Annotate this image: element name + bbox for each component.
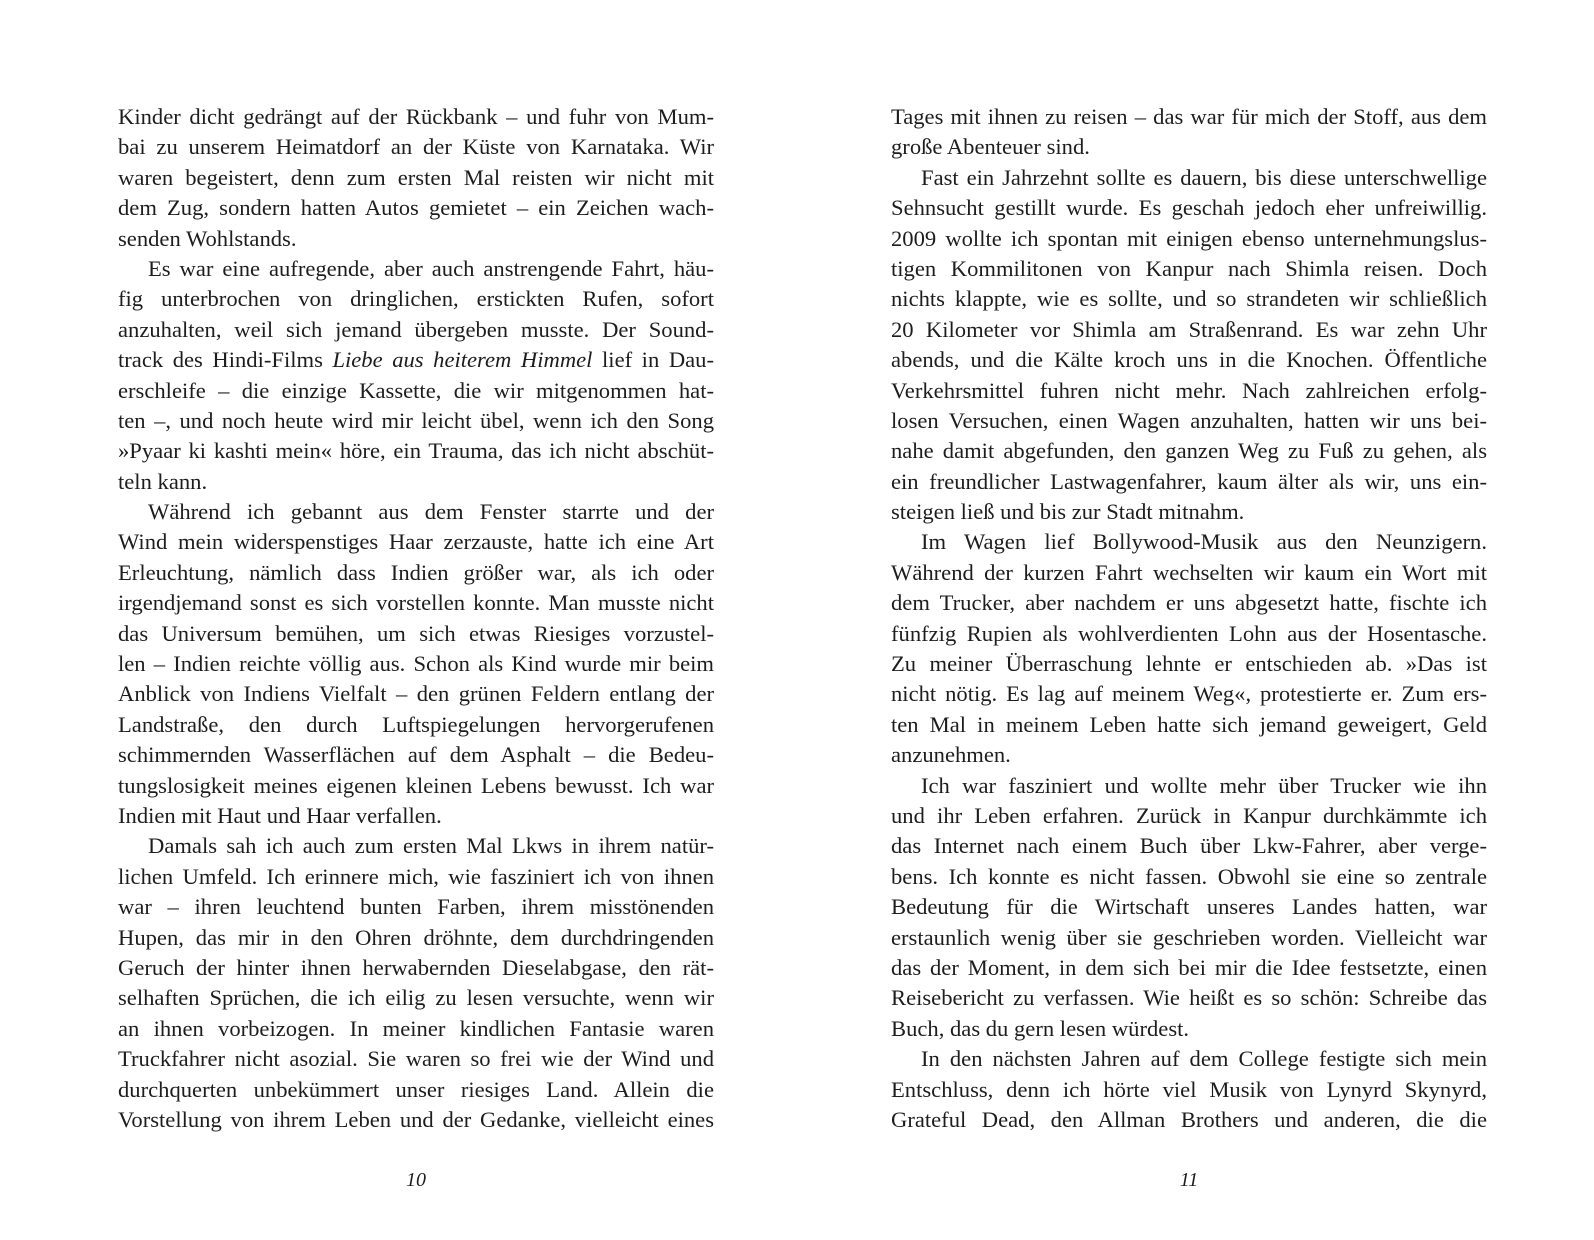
text-line: Vorstellung von ihrem Leben und der Gedanke, vielleicht eines (118, 1106, 714, 1132)
text-line: tungslosigkeit meines eigenen kleinen Lebens bewusst. Ich war (118, 772, 714, 798)
text-line: Ich war fasziniert und wollte mehr über Trucker wie ihn (921, 772, 1487, 798)
text-line: Anblick von Indiens Vielfalt – den grünen Feldern entlang der (118, 681, 714, 707)
text-line: erschleife – die einzige Kassette, die wir mitgenommen hat- (118, 377, 714, 403)
text-line: Geruch der hinter ihnen herwabernden Dieselabgase, den rät- (118, 954, 714, 980)
text-line: durchquerten unbekümmert unser riesiges Land. Allein die (118, 1076, 714, 1102)
text-line: track des Hindi-Films Liebe aus heiterem Himmel lief in Dau- (118, 347, 714, 373)
film-title: Liebe aus heiterem Himmel (332, 347, 593, 373)
text-line: Sehnsucht gestillt wurde. Es geschah jedoch eher unfreiwillig. (891, 195, 1487, 221)
text-line: lichen Umfeld. Ich erinnere mich, wie fasziniert ich von ihnen (118, 863, 714, 889)
text-line: Landstraße, den durch Luftspiegelungen hervorgerufenen (118, 711, 714, 737)
text-line: abends, und die Kälte kroch uns in die Knochen. Öffentliche (891, 347, 1487, 373)
text-line: Grateful Dead, den Allman Brothers und anderen, die die (891, 1106, 1487, 1132)
text-line: irgendjemand sonst es sich vorstellen konnte. Man musste nicht (118, 590, 714, 616)
text-line: das Internet nach einem Buch über Lkw-Fahrer, aber verge- (891, 833, 1487, 859)
text-line: losen Versuchen, einen Wagen anzuhalten, hatten wir uns bei- (891, 407, 1487, 433)
text-line: senden Wohlstands. (118, 225, 297, 251)
text-line: waren begeistert, denn zum ersten Mal reisten wir nicht mit (118, 164, 714, 190)
text-line: teln kann. (118, 468, 208, 494)
text-line: ein freundlicher Lastwagenfahrer, kaum älter als wir, uns ein- (891, 468, 1487, 494)
text-line: Während der kurzen Fahrt wechselten wir kaum ein Wort mit (891, 559, 1487, 585)
text-line: Buch, das du gern lesen würdest. (891, 1015, 1190, 1041)
text-line: schimmernden Wasserflächen auf dem Asphalt – die Bedeu- (118, 742, 714, 768)
text-line: erstaunlich wenig über sie geschrieben worden. Vielleicht war (891, 924, 1487, 950)
text-line: anzuhalten, weil sich jemand übergeben musste. Der Sound- (118, 316, 714, 342)
left-page-text (118, 102, 714, 1135)
text-line: ten –, und noch heute wird mir leicht übel, wenn ich den Song (118, 407, 714, 433)
text-line: Damals sah ich auch zum ersten Mal Lkws in ihrem natür- (148, 833, 714, 859)
text-line: an ihnen vorbeizogen. In meiner kindlichen Fantasie waren (118, 1015, 714, 1041)
text-line: nichts klappte, wie es sollte, und so strandeten wir schließlich (891, 286, 1487, 312)
text-line: »Pyaar ki kashti mein« höre, ein Trauma, das ich nicht abschüt- (118, 438, 714, 464)
text-line: bens. Ich konnte es nicht fassen. Obwohl sie eine so zentrale (891, 863, 1487, 889)
text-line: anzunehmen. (891, 742, 1011, 768)
text-line: Bedeutung für die Wirtschaft unseres Landes hatten, war (891, 894, 1487, 920)
text-line: ten Mal in meinem Leben hatte sich jemand geweigert, Geld (891, 711, 1487, 737)
text-line: dem Trucker, aber nachdem er uns abgesetzt hatte, fischte ich (891, 590, 1487, 616)
text-line: Verkehrsmittel fuhren nicht mehr. Nach zahlreichen erfolg- (891, 377, 1487, 403)
text-line: Fast ein Jahrzehnt sollte es dauern, bis diese unterschwellige (921, 164, 1487, 190)
text-line: Im Wagen lief Bollywood-Musik aus den Neunzigern. (921, 529, 1487, 555)
text-line: nahe damit abgefunden, den ganzen Weg zu Fuß zu gehen, als (891, 438, 1487, 464)
text-line: Es war eine aufregende, aber auch anstrengende Fahrt, häu- (148, 255, 714, 281)
text-line: selhaften Sprüchen, die ich eilig zu lesen versuchte, wenn wir (118, 985, 714, 1011)
page-number-left: 10 (406, 1169, 426, 1191)
text-line: Zu meiner Überraschung lehnte er entschieden ab. »Das ist (891, 651, 1487, 677)
text-line: fig unterbrochen von dringlichen, erstickten Rufen, sofort (118, 286, 714, 312)
text-line: Truckfahrer nicht asozial. Sie waren so frei wie der Wind und (118, 1046, 714, 1072)
text-line: Reisebericht zu verfassen. Wie heißt es so schön: Schreibe das (891, 985, 1487, 1011)
text-line: bai zu unserem Heimatdorf an der Küste von Karnataka. Wir (118, 134, 714, 160)
text-line: len – Indien reichte völlig aus. Schon als Kind wurde mir beim (118, 651, 714, 677)
text-line: Tages mit ihnen zu reisen – das war für mich der Stoff, aus dem (891, 104, 1487, 129)
text-line: Indien mit Haut und Haar verfallen. (118, 802, 442, 828)
text-line: 20 Kilometer vor Shimla am Straßenrand. Es war zehn Uhr (891, 316, 1487, 342)
text-line: Wind mein widerspenstiges Haar zerzauste, hatte ich eine Art (118, 529, 714, 555)
text-line: dem Zug, sondern hatten Autos gemietet – ein Zeichen wach- (118, 195, 714, 221)
text-line: Hupen, das mir in den Ohren dröhnte, dem durchdringenden (118, 924, 714, 950)
text-line: 2009 wollte ich spontan mit einigen ebenso unternehmungslus- (891, 225, 1487, 251)
text-line: steigen ließ und bis zur Stadt mitnahm. (891, 499, 1245, 525)
text-line: Entschluss, denn ich hörte viel Musik von Lynyrd Skynyrd, (891, 1076, 1487, 1102)
text-line: war – ihren leuchtend bunten Farben, ihrem misstönenden (118, 894, 714, 920)
text-line: das Universum bemühen, um sich etwas Riesiges vorzustel- (118, 620, 714, 646)
text-line: tigen Kommilitonen von Kanpur nach Shimla reisen. Doch (891, 255, 1487, 281)
text-line: große Abenteuer sind. (891, 134, 1090, 160)
right-page-text (891, 102, 1487, 1135)
text-line: und ihr Leben erfahren. Zurück in Kanpur durchkämmte ich (891, 802, 1487, 828)
text-line: fünfzig Rupien als wohlverdienten Lohn aus der Hosentasche. (891, 620, 1487, 646)
text-line: Kinder dicht gedrängt auf der Rückbank – und fuhr von Mum- (118, 104, 714, 129)
page-number-right: 11 (1179, 1169, 1199, 1191)
text-line: das der Moment, in dem sich bei mir die Idee festsetzte, einen (891, 954, 1487, 980)
text-line: In den nächsten Jahren auf dem College festigte sich mein (921, 1046, 1487, 1072)
text-line: Während ich gebannt aus dem Fenster starrte und der (148, 499, 714, 525)
text-line: Erleuchtung, nämlich dass Indien größer war, als ich oder (118, 559, 714, 585)
text-line: nicht nötig. Es lag auf meinem Weg«, protestierte er. Zum ers- (891, 681, 1487, 707)
